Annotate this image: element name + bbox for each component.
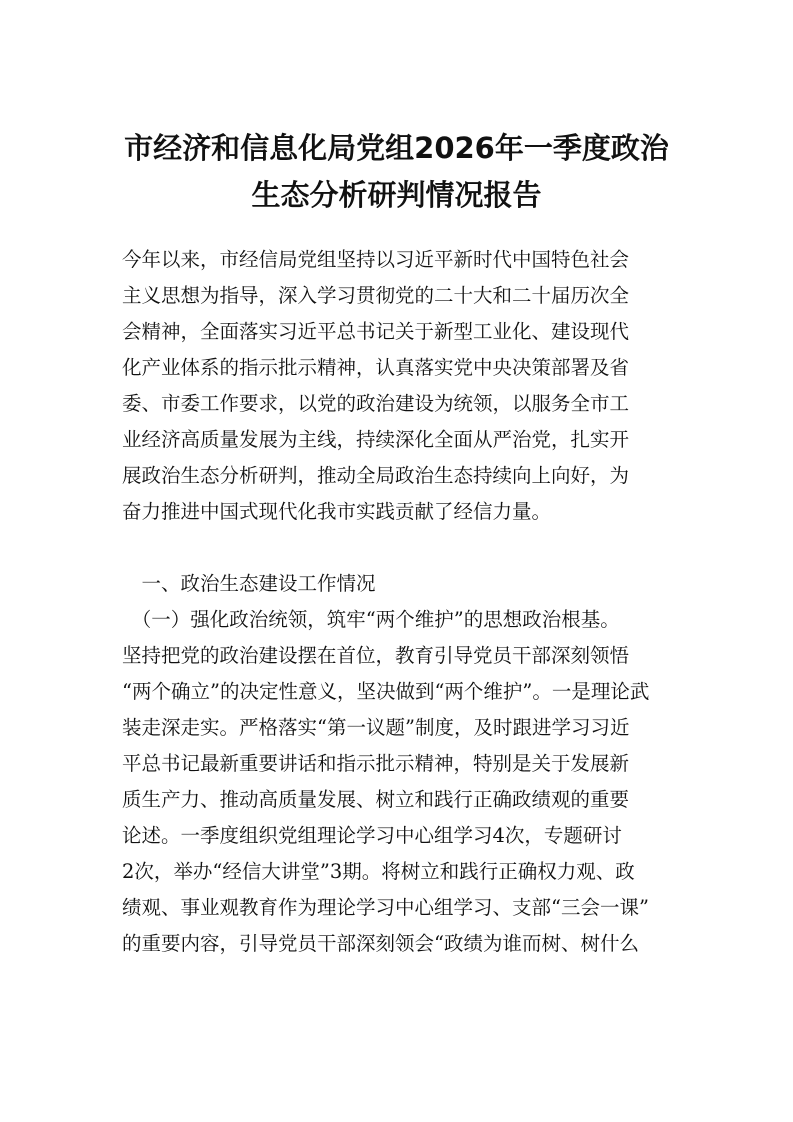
section-line: 论述。一季度组织党组理论学习中心组学习4次，专题研讨 xyxy=(122,824,622,847)
section-line: 坚持把党的政治建设摆在首位，教育引导党员干部深刻领悟 xyxy=(122,644,630,667)
section-heading xyxy=(122,566,677,602)
document-title-line-1: 市经济和信息化局党组2026年一季度政治 xyxy=(124,131,669,165)
intro-paragraph xyxy=(122,242,677,530)
intro-line: 委、市委工作要求，以党的政治建设为统领，以服务全市工 xyxy=(122,392,630,415)
section-line: 平总书记最新重要讲话和指示批示精神，特别是关于发展新 xyxy=(122,752,630,775)
intro-line: 展政治生态分析研判，推动全局政治生态持续向上向好，为 xyxy=(122,464,630,487)
intro-line: 奋力推进中国式现代化我市实践贡献了经信力量。 xyxy=(122,500,552,523)
intro-line: 主义思想为指导，深入学习贯彻党的二十大和二十届历次全 xyxy=(122,284,630,307)
intro-line: 会精神，全面落实习近平总书记关于新型工业化、建设现代 xyxy=(122,320,630,343)
section-line: 质生产力、推动高质量发展、树立和践行正确政绩观的重要 xyxy=(122,788,630,811)
section-line: 的重要内容，引导党员干部深刻领会“政绩为谁而树、树什么 xyxy=(122,932,639,955)
section-line: 装走深走实。严格落实“第一议题”制度，及时跟进学习习近 xyxy=(122,716,630,739)
section-heading-text: 一、政治生态建设工作情况 xyxy=(122,572,376,595)
document-title-line-2: 生态分析研判情况报告 xyxy=(251,178,542,212)
section-line: 2次，举办“经信大讲堂”3期。将树立和践行正确权力观、政 xyxy=(122,860,635,883)
section-line: 绩观、事业观教育作为理论学习中心组学习、支部“三会一课” xyxy=(122,896,649,919)
intro-line: 化产业体系的指示批示精神，认真落实党中央决策部署及省 xyxy=(122,356,630,379)
section-line: （一）强化政治统领，筑牢“两个维护”的思想政治根基。 xyxy=(122,608,620,631)
section-line: “两个确立”的决定性意义，坚决做到“两个维护”。一是理论武 xyxy=(122,680,650,703)
intro-line: 今年以来，市经信局党组坚持以习近平新时代中国特色社会 xyxy=(122,248,630,271)
intro-line: 业经济高质量发展为主线，持续深化全面从严治党，扎实开 xyxy=(122,428,630,451)
section-paragraph xyxy=(122,602,677,962)
